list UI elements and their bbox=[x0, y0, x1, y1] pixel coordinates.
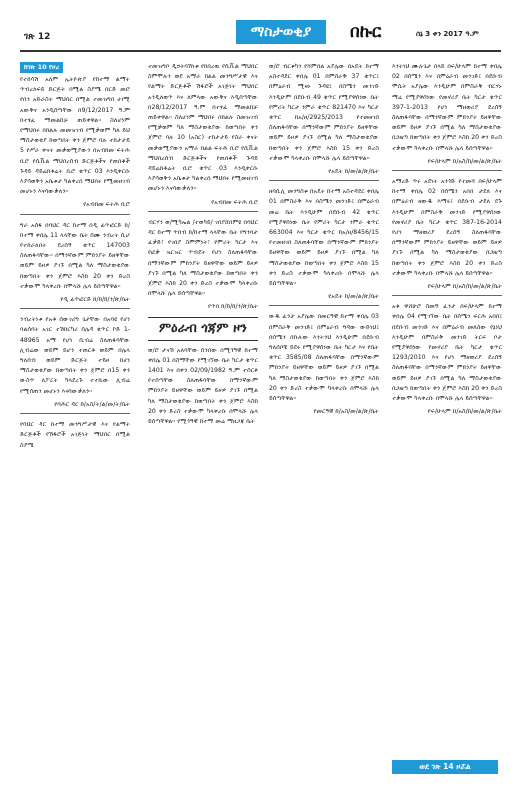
notice-divider bbox=[148, 211, 258, 212]
notice-signature: የፍ/ሁላም ከ/አስ/ከ/መ/ል/ጽ/ቤት bbox=[427, 157, 502, 165]
notice-signature: የመርዓዊ ከ/አስ/መ/ል/ጽ/ቤት bbox=[313, 408, 379, 416]
notice-signature: የፍ/ሁላም ከ/አስ/ከ/መ/ል/ጽ/ቤት bbox=[427, 283, 502, 291]
notice-signature: የዲ ፊጥፎርድ ክ/ከ/ከ/ን/ጽ/ቤት bbox=[60, 296, 130, 304]
notice-signature: የአዴት ከ/መ/ል/ጽ/ቤት bbox=[328, 168, 379, 176]
header-rule bbox=[20, 50, 501, 52]
issue-date: ሰኔ 3 ቀን 2017 ዓ.ም bbox=[416, 30, 479, 38]
notice-signature: የባሕር ዳር ከ/አስ/ት/ል/መ/ት/ቤት bbox=[54, 400, 130, 408]
notice-text: ዘባሲሊ መንግስቱ በአዴት ከተማ አስተዳደር ቀበሌ 01 በምስራቅ እና በስሜን መንገድ፤ በምዕራብ መሬ ቤት እንዲሁም በደቡብ 42 ቁጥር የሚያዋሰነው ቤት የምሪት ካርታ ንምራ ቁጥር 663004 እና ካርታ ቁጥር ከአ/ዘ/8456/15 የተመዘገበ ስለጠፋባቸው በማንኛውም ምክንያት ይዘዋቸው ወይም ይዞዎ ያገኙ በሚል ካለ ማስታወቂያው ከወጣበት ቀን ጀምሮ እስከ 15 ቀን ድረስ ተቃውሞ ካላቀረቡ በሞላሹ ሌላ ይሰጣቸዋል፡፡ bbox=[269, 188, 379, 288]
notice-text: ውዱ ፈንታ አያሌው በመርዓዊ ከተማ ቀበሌ 03 በምስራቅ መንገድ፤ በምዕራብ ግዳው ውድነህ፤ በሰሜን በኩሉው እንትንህ እንዲሁም በደቡብ ግለሰቦቹ ይደሩ የሚያዋሰነው ቤት ካርታ እና የቤት ቁጥር 3585/08 ስለጠፋባቸው በማንኛውም ምክንያት ይዘዋቸው ወይም ይዞዎ ያገኙ በሚል ካለ ማስታወቂያው ከወጣበት ቀን ጀምሮ እስከ 20 ቀን ድረስ ተቃውሞ ካላቀረቡ በሞላሹ ሌላ ይሰጣቸዋል፡፡ bbox=[269, 313, 379, 403]
column-3 bbox=[269, 62, 379, 420]
section-masthead: ማስታወቂያ bbox=[236, 20, 326, 44]
notice-signature: የአብክመ ፍትሕ ቢሮ bbox=[211, 198, 258, 206]
continued-footer: ወደ ገጽ 14 ዞሯል bbox=[392, 760, 498, 774]
notice-divider bbox=[269, 305, 379, 306]
zone-banner: ምዕራብ ጎጃም ዞን bbox=[148, 317, 258, 341]
continued-label: ከገጽ 10 የዞረ bbox=[20, 62, 63, 73]
notice-divider bbox=[20, 413, 130, 414]
column-4 bbox=[392, 62, 502, 420]
newspaper-name: በኩር bbox=[350, 22, 382, 42]
notice-text: ወ/ሮ ብርቱካን የሻምበል አያሌው በአዴት ከተማ አስተዳደር ቀበሌ 01 በምስራቅ 37 ቁጥር፤ በምዕራብ ሚዛኑ ጉዳዩ፤ በስሜን መንገድ እንዲሁም በደቡብ 49 ቁጥር የሚያዋሰነው ቤት የምሪት ካርታ ንምራ ቁጥር 821470 እና ካርታ ቁጥር ከአ/ዘ/2925/2013 የተመዘገበ ስለጠፋባቸው በማንኛውም ምክንያት ይዘዋቸው ወይም ይዞዎ ያገኙ በሚል ካለ ማስታወቂያው ከወጣበት ቀን ጀምሮ እስከ 15 ቀን ድረስ ተቃውሞ ካላቀረቡ በሞላሹ ሌላ ይሰጣቸዋል፡፡ bbox=[269, 63, 379, 162]
column-1 bbox=[20, 62, 130, 454]
notice-signature: የአዴት ከ/መ/ል/ጽ/ቤት bbox=[328, 293, 379, 301]
notice-text: እንትነህ ሙሉጌታ በላይ በፍ/ሁላም ከተማ ቀበሌ 02 በሰሜን እና በምዕራብ መንገድ፤ በደቡብ ሞሲት አያሌው እንዲሁም በምስራቅ ብርሃኑ ማሬ የሚያዋሰነው የመኖሪያ ቤት ካርታ ቁጥር 397-1-2013 የሆነ ማዘወሪያ ደረሰኝ ስለጠፋባቸው በማንኛውም ምክንያት ይዘዋቸው ወይም ይዞዎ ያገኙ በሚል ካለ ማስታወቂያው በጋዜጣ ከወጣበት ቀን ጀምሮ እስከ 20 ቀን ድረስ ተቃውሞ ካላቀረቡ በሞላሹ ሌላ ይሰጣቸዋል፡፡ bbox=[392, 63, 502, 152]
notice-signature: የፍ/ሁላም ከ/አስ/ከ/መ/ል/ጽ/ቤት bbox=[427, 408, 502, 416]
notice-divider bbox=[20, 308, 130, 309]
notice-text: አቶ ዋሸሁሮ ስመኝ ፈንታ በፍ/ሁላም ከተማ ቀበሌ 04 የሚገኘው ቤት በሰሜን ፍርሕ አበበ፤ በደቡብ መንገድ እና በምዕራብ መለስው የኔነህ እንዲሁም በምስራቅ መንገድ ትርፍ ቦታ የሚያዋሰነው የመኖሪያ ቤት ካርታ ቁጥር 1293/2010 እና የሆነ ማዘወሪያ ደረሰኝ ስለጠፋባቸው በማንኛውም ምክንያት ይዘዋቸው ወይም ይዞዎ ያገኙ በሚል ካለ ማስታወቂያው በጋዜጣ ከወጣበት ቀን ጀምሮ እስከ 20 ቀን ድረስ ተቃውሞ ካላቀረቡ በሞላሹ ሌላ ይሰጣቸዋል፡፡ bbox=[392, 303, 502, 403]
notice-divider bbox=[392, 295, 502, 296]
page-number: ገጽ 12 bbox=[24, 32, 51, 42]
notice-divider bbox=[392, 170, 502, 171]
notice-divider bbox=[269, 180, 379, 181]
notice-text: አማረድ ጥሩ አደነት አንጎድ የተመሻ በፍ/ሁላም ከተማ ቀበሌ 02 በሰሜን አበበ ታደለ እና በምዕራብ ዘውዱ እማሩ፤ በደቡብ ታደለ ደጉ እንዲሁም በምስራቅ መንገድ የሚያዋሰነው የመኖሪያ ቤት ካርታ ቁጥር 387-16-2014 የሆነ ማዘወሪያ ደረሰኝ ስለጠፋባቸው በማንኛውም ምክንያት ይዘዋቸው ወይም ይዞዎ ያገኙ በሚል ካለ ማስታወቂያው በጋዜጣ ከወጣበት ቀን ጀምሮ እስከ 20 ቀን ድረስ ተቃውሞ ካላቀረቡ በሞላሹ ሌላ ይሰጣቸዋል፡፡ bbox=[392, 178, 502, 277]
notice-signature: የጥበ ክ/ከ/ከ/ን/ጽ/ቤት bbox=[207, 303, 258, 311]
notice-text: ወ/ሮ ታናሽ አለባቸው ሰንበው በሚጎዓዊ ከተማ ቀበሌ 01 በስማቸው የሚገኘው ቤት ካርታ ቁጥር 1401 እና በቀን 02/09/1982 ዓ.ም ተሰርቶ የተሰጣቸው ስለጠፋባቸው በማንኛውም ምክንያት ይዘዋቸው ወይም ይዞዎ ያገኙ በሚል ካለ ማስታወቂያው ከወጣበት ቀን ጀምሮ እስከ 20 ቀን ድረስ ተቃውሞ ካላቀረቡ በሞላሹ ሌላ ይሰጣቸዋል፡፡ የሚጎዓዊ ከተማ መሬ ማዘጋጃ ቤት bbox=[148, 346, 258, 426]
notice-text: የተከሳሽ አለም ኢትዮጵያ የከተማ ልማት ጥብረለፍይ ድርጅት በሚል ስያሜ በርድ መሮ የበን አድራስት ማህበር በሚል ተመዝግበ ሀገሚ አውቅና አንዲሰጣቸው በ9/12/2017 ዓ.ም በተፃፈ ማመልከቻ ጠይቀዋል፡፡ ስለሆነም የማህበሩ በክልሉ መመዝገብ የሚቃወም ካለ ይህ ማስታወቂያ ከወጣበት ቀን ጀምሮ ባሉ ተከታታይ 5 የሥራ ቀናት መቃወሚያውን በአብክመ ፍትሕ ቢሮ የሲቪል ማህበረሰብ ድርጅቶችና የጠበቆች ጉዳይ ዳይሬክቶሬት ቢሮ ቁጥር 03 እንዲቀርቡ እያሳወቅን አቤቱታ ካልቀረበ ማህበሩ የሚመዘገብ መሆኑን እናሳውቃለን፡፡ bbox=[20, 76, 130, 196]
column-2 bbox=[148, 62, 258, 430]
notice-signature: የአብክመ ፍትሕ ቢሮ bbox=[83, 201, 130, 209]
notice-divider bbox=[20, 214, 130, 215]
page-header bbox=[20, 18, 501, 48]
notice-text: ግራ አሰፋ በባህር ዳር ከተማ በዲ ፊጥፎርድ ክ/ከተማ ቀበሌ 11 ላላቸው ቤት ሰሙ ንብረት ሲሆ የተከራለበት ደረሰኝ ቁጥር 147003 ስለጠፋባቸው፡፡ በማንኛውም ምክንያት ይዘዋቸው ወይም ይዞዎ ያገኙ በሚል ካለ ማስታወቂያው ከወጣበት ቀን ጀምሮ እስከ 20 ቀን ድረስ ተቃውሞ ካላቀረቡ በሞላሹ ሌላ ይሰጣቸዋል፡፡ bbox=[20, 221, 130, 290]
notice-text: የባህር ዳር ከተማ መንግሥታዊ እና የልማት ድርጅቶች የሽፋሮች አገጅነት ማህበር በሚል ስያሜ bbox=[20, 421, 130, 449]
notice-text: ተመዝግቦ ዲኃትባሽነቱ የክበረዉ የሲቪል ማህበር ስምሞሉን ወደ አማራ ክልል መንግሥታዊ እና የልማት ድርጅቶች ሽፋሮች አገጅነት ማህበር አንዲለወጥ እና ለምላው አውቅና እዲሰጣቸው በ28/12/2017 ዓ.ም በተፃፈ ማመልከቻ ጠይቀዋል፡፡ ስለሆነም ማህበሩ በክልሉ ስመዝገብ የሚቃወም ካለ ማስታወቂያው ከወጣበት ቀን ጀምሮ ባሉ 10 (አስር) ተከታታይ የስራ ቀናት መቃወሚያውን አማራ ክልል ፍትሕ ቢሮ የሲቪል ማህበረሰብ ድርጅቶችና የጠበቆች ጉዳይ ዳይሬክቶሬት ቢሮ ቁጥር 03 እንዲቀርቡ እያሳወቅን አቤቱታ ካልቀረበ ማህበሩ የሚመዘገብ መሆኑን እናሳውቃለን፡፡ bbox=[148, 63, 258, 193]
notice-text: ንብረትነቱ የአቶ ሰውገሪግ ጌታቸው በአባዩ የሆነ ባልሰባት አገር ተሽከርካሪ ሰሌዳ ቁጥር ኮድ 1-48965 አማ የሆነ ሲብሬ ስለጠፋባቸው ሊብሬው ወይም ይሆን ተጠርቶ ወይም በሌላ ግለሰብ ወይም ድርጅት ተይዞ ከሆነ ማስታወቂያው ከወጣበት ቀን ጀምሮ በ15 ቀን ውስጥ ለፖርት ካላደረጉ ተተኪው ሊብሬ የሚሰጠን መሆኑን እናሳውቃለን፡፡ bbox=[20, 316, 130, 395]
notice-text: ብርሃን ወ/ሚካኤል /ተወካይ/ ገበያሸበምዩ በባህር ዳር ከተማ ጥበብ ክ/ከተማ ላላቸው ቤት የግንባታ ፈቃድ፣ የገበያ ስምምነት፣ የምሪት ካርታ እና የፎቃ ዝርዝር ጥብደት የሆነ ስለጠፋባቸው በማንኛውም ምክንያት ይዘዋቸው ወይም ይዞዎ ያገኙ በሚል ካለ ማስታወቂያው ከወጣበት ቀን ጀምሮ እስከ 20 ቀን ድረስ ተቃውሞ ካላቀረቡ በሞላሹ ሌላ ይሰጣቸዋል፡፡ bbox=[148, 218, 258, 298]
